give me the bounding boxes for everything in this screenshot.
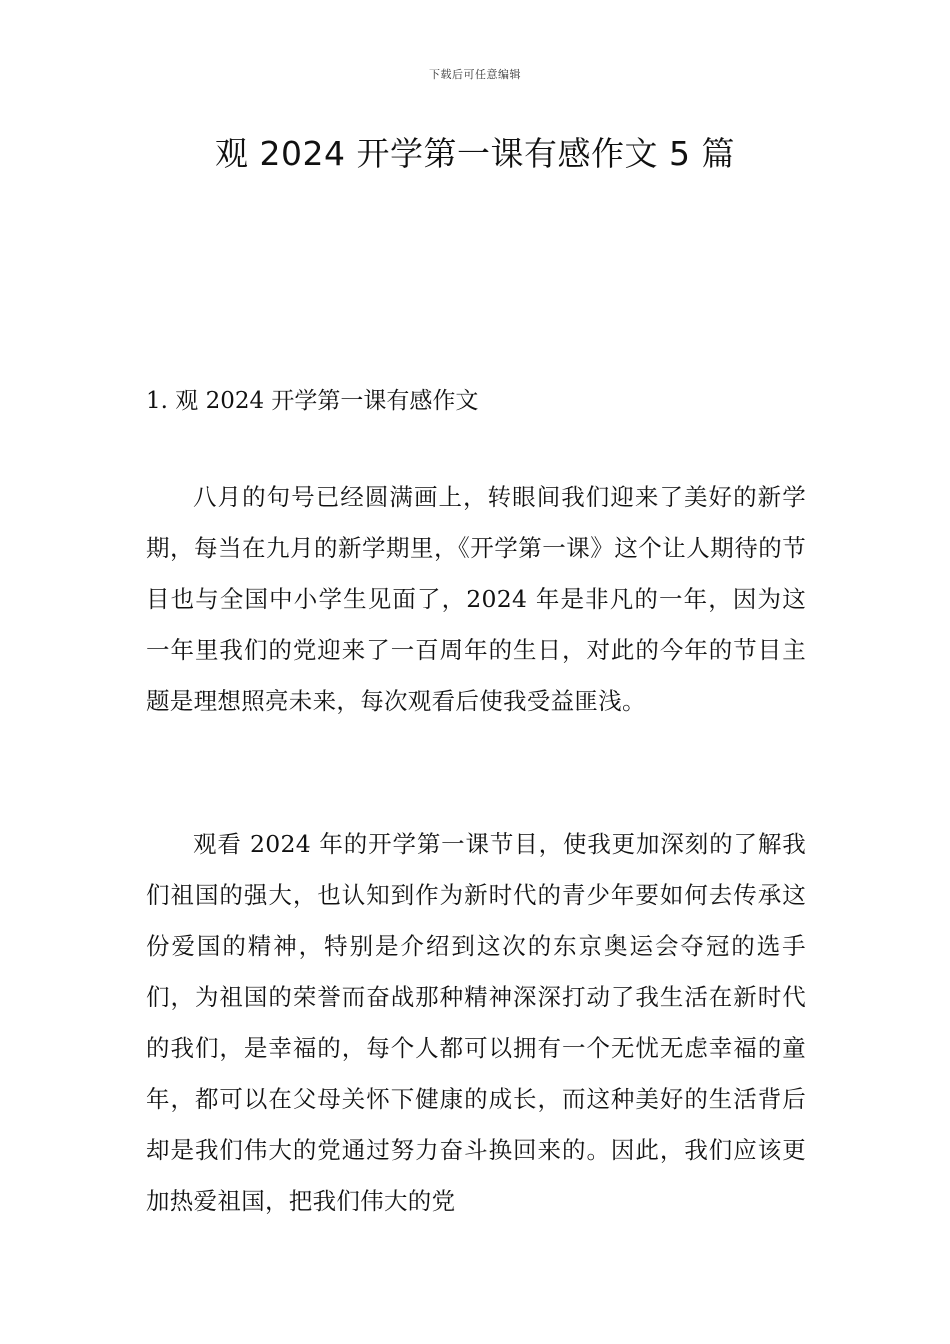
header-note: 下载后可任意编辑 (429, 68, 521, 81)
body-paragraph: 八月的句号已经圆满画上，转眼间我们迎来了美好的新学期，每当在九月的新学期里，《开学第一课》这个让人期待的节目也与全国中小学生见面了，2024 年是非凡的一年，因为这一年里我们的党迎来了一百周年的生日，对此的今年的节目主题是理想照亮未来，每次观看后使我受益匪浅。 (146, 483, 806, 715)
document-title: 观 2024 开学第一课有感作文 5 篇 (215, 134, 735, 173)
body-paragraph: 观看 2024 年的开学第一课节目，使我更加深刻的了解我们祖国的强大，也认知到作为新时代的青少年要如何去传承这份爱国的精神，特别是介绍到这次的东京奥运会夺冠的选手们，为祖国的荣誉而奋战那种精神深深打动了我生活在新时代的我们，是幸福的，每个人都可以拥有一个无忧无虑幸福的童年，都可以在父母关怀下健康的成长，而这种美好的生活背后却是我们伟大的党通过努力奋斗换回来的。因此，我们应该更加热爱祖国，把我们伟大的党 (146, 830, 806, 1215)
section-heading: 1. 观 2024 开学第一课有感作文 (146, 388, 479, 414)
